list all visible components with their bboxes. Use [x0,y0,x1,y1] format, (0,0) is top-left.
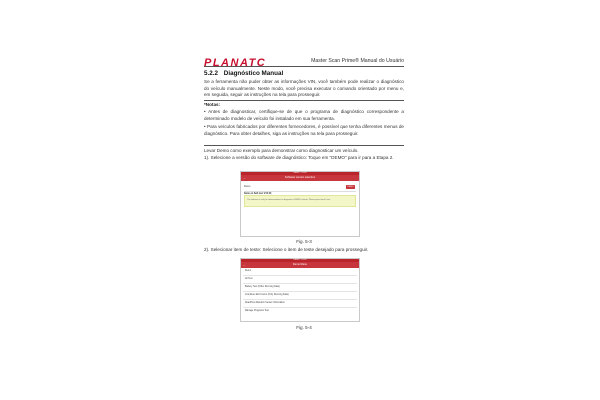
menu-divider [243,283,357,284]
status-bar: DEMO · 12:30 [241,259,359,262]
section-title: Diagnóstico Manual [223,70,284,77]
version-row-label: Demo [244,185,251,188]
menu-item[interactable]: Demo [245,270,252,272]
figure-5-3-screenshot [240,171,360,237]
software-version: Demo & Self-test V10.00 [244,192,272,195]
app-bar-title: Software version selection [284,176,316,179]
section-number: 5.2.2 [204,70,219,77]
note-2: • Para veículos fabricados por diferentes fornecedores, é possível que tenha diferentes menus de diagnóstico. Para obter detalhes, siga as instruções na tela para prosseguir. [204,124,404,136]
section-heading [204,70,283,77]
app-bar [241,175,359,181]
intro-paragraph: Se a ferramenta não puder obter as informações VIN, você também pode realizar o diagnóstico do veículo manualmente. Neste modo, você precisa executar o comando orientado por menu e, em seguida, seguir as instruções na tela para prosseguir. [204,79,404,98]
warning-text: The software is only for demonstration in diagnosis of DEMO vehicle. Please press back if not. [247,199,331,201]
menu-divider [243,307,357,308]
menu-item[interactable]: Combines ECU Items (Only Running Data) [245,294,289,296]
menu-divider [243,275,357,276]
step-1: 1). Selecione a versão do software de diagnóstico: Toque em "DEMO" para ir para a Etapa 2. [204,155,394,160]
back-arrow-icon: ← [243,263,246,267]
step-2: 2). Selecionar item de teste: Selecione o item de teste desejado para prosseguir. [204,247,369,252]
header-divider [204,66,404,67]
menu-item[interactable]: Battery Test (Other Running Data) [245,286,280,288]
note-1: • Antes de diagnosticar, certifique-se de que o programa de diagnóstico correspondente a determinado modelo de veículo foi instalado em sua ferramenta. [204,109,404,121]
app-bar [241,262,359,268]
status-bar: DEMO · 12:30 [241,172,359,175]
notes-top-divider [204,100,404,101]
notes-bottom-divider [204,145,404,146]
app-bar-title: Demo Menu [292,263,308,266]
brand-logo: PLANATC [204,57,267,69]
demo-button[interactable]: DEMO [347,186,354,188]
menu-item[interactable]: All Test [245,278,253,280]
menu-divider [243,299,357,300]
menu-divider [243,291,357,292]
warning-box [244,195,356,207]
menu-item[interactable]: Read/Test Random Sensor Information [245,302,285,304]
demo-intro: Levar Demo como exemplo para demonstrar como diagnosticar um veículo. [204,148,359,153]
figure-5-4-screenshot [240,258,360,322]
notes-title: *Notas: [204,102,221,107]
figure-5-3-caption: Fig. 5-3 [296,239,312,244]
back-arrow-icon: ← [243,176,246,180]
menu-item[interactable]: Manage Programs Test [245,310,269,312]
figure-5-4-caption: Fig. 5-4 [296,325,312,330]
document-title: Master Scan Prime® Manual do Usuário [311,58,404,64]
